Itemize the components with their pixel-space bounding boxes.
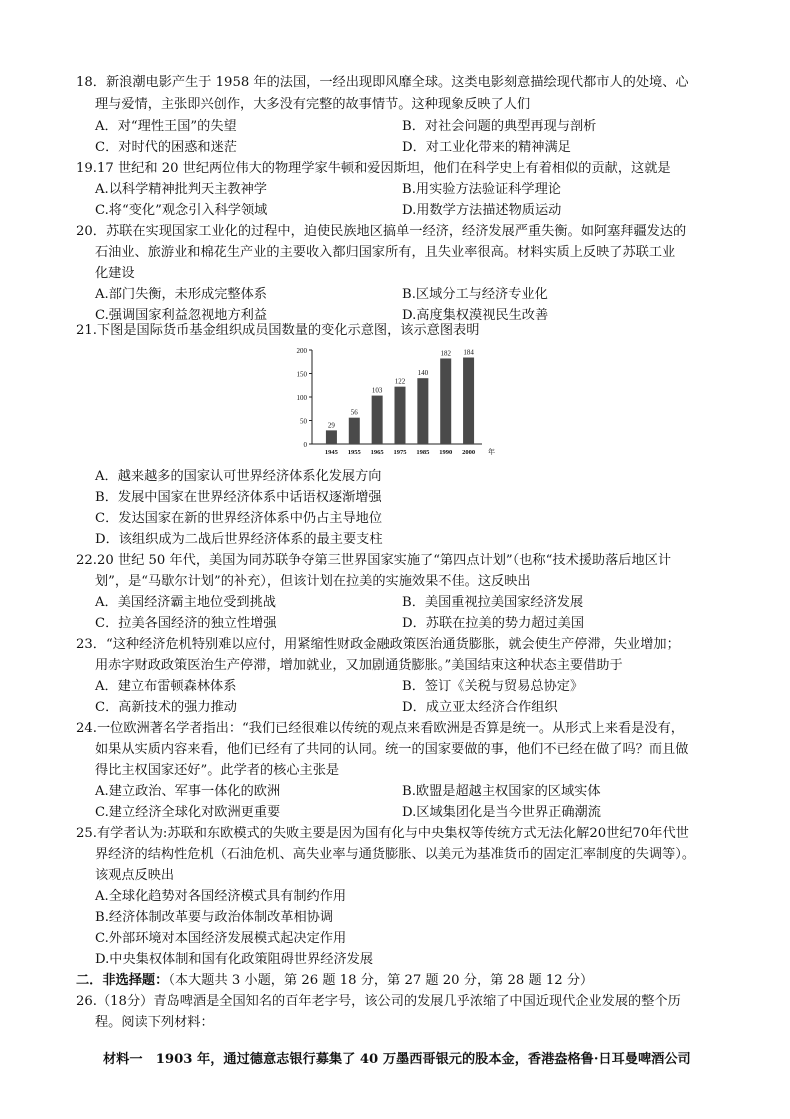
q21-stem-line-1: 21.下图是国际货币基金组织成员国数量的变化示意图，该示意图表明 — [76, 323, 480, 338]
imf-member-chart — [282, 340, 512, 464]
q20-stem-line-1: 20．苏联在实现国家工业化的过程中，迫使民族地区搞单一经济，经济发展严重失衡。如阿塞拜疆发达的 — [76, 224, 687, 239]
y-tick-label: 0 — [303, 441, 307, 449]
q24-stem-line-1: 24.一位欧洲著名学者指出：“我们已经很难以传统的观点来看欧洲是否算是统一。从形式上来看是没有， — [76, 721, 684, 736]
chart-bar — [372, 396, 383, 444]
q20-option-c: C.强调国家利益忽视地方利益 — [95, 308, 268, 323]
q21-option-d: D．该组织成为二战后世界经济体系的最主要支柱 — [95, 532, 383, 547]
q24-option-b: B.欧盟是超越主权国家的区域实体 — [402, 784, 601, 799]
chart-bar — [326, 430, 337, 444]
q18-option-d: D．对工业化带来的精神满足 — [402, 140, 571, 155]
x-tick-label: 2000 — [462, 449, 476, 456]
q24-stem-line-2: 如果从实质内容来看，他们已经有了共同的认同。统一的国家要做的事，他们不已经在做了吗？而且做 — [95, 742, 689, 757]
chart-bar — [395, 387, 406, 444]
q26-stem-line-2: 程。阅读下列材料： — [95, 1015, 214, 1030]
q22-stem-line-1: 22.20 世纪 50 年代，美国为同苏联争夺第三世界国家实施了“第四点计划”（也称“技术援助落后地区计 — [76, 553, 672, 568]
q22-option-b: B．美国重视拉美国家经济发展 — [402, 595, 584, 610]
x-tick-label: 1945 — [324, 449, 338, 456]
q25-option-c: C.外部环境对本国经济发展模式起决定作用 — [95, 931, 347, 946]
section-2-heading: 二．非选择题： — [76, 973, 169, 988]
q23-option-d: D．成立亚太经济合作组织 — [402, 700, 558, 715]
q20-stem-line-2: 石油业、旅游业和棉花生产业的主要收入都归国家所有，且失业率很高。材料实质上反映了苏联工业 — [95, 245, 676, 260]
q25-stem-line-2: 界经济的结构性危机（石油危机、高失业率与通货膨胀、以美元为基准货币的固定汇率制度的失调等）。 — [95, 847, 696, 862]
q22-option-a: A．美国经济霸主地位受到挑战 — [95, 595, 276, 610]
y-tick-label: 50 — [300, 417, 307, 426]
q18-stem-line-2: 理与爱情，主张即兴创作，大多没有完整的故事情节。这种现象反映了人们 — [95, 97, 531, 112]
chart-bar — [417, 378, 428, 444]
q23-option-c: C．高新技术的强力推动 — [95, 700, 237, 715]
x-tick-label: 1965 — [370, 449, 384, 456]
bar-value-label: 103 — [371, 386, 383, 395]
q20-option-d: D.高度集权漠视民生改善 — [402, 308, 549, 323]
chart-bar — [440, 358, 451, 444]
q22-option-c: C．拉美各国经济的独立性增强 — [95, 616, 277, 631]
q19-stem-line-1: 19.17 世纪和 20 世纪两位伟大的物理学家牛顿和爱因斯坦，他们在科学史上有着相似的贡献，这就是 — [76, 161, 671, 176]
q25-option-d: D.中央集权体制和国有化政策阻碍世界经济发展 — [95, 952, 374, 967]
q18-option-a: A．对“理性王国”的失望 — [95, 119, 237, 134]
x-tick-label: 1990 — [439, 449, 453, 456]
q25-option-a: A.全球化趋势对各国经济模式具有制约作用 — [95, 889, 347, 904]
q20-stem-line-3: 化建设 — [95, 266, 135, 281]
q20-option-a: A.部门失衡，未形成完整体系 — [95, 287, 267, 302]
q19-option-b: B.用实验方法验证科学理论 — [402, 182, 561, 197]
y-tick-label: 100 — [296, 394, 307, 402]
q24-option-c: C.建立经济全球化对欧洲更重要 — [95, 805, 281, 820]
x-unit-label: 年 — [488, 448, 495, 456]
q22-stem-line-2: 划”，是“马歇尔计划”的补充），但该计划在拉美的实施效果不佳。这反映出 — [95, 574, 531, 589]
q26-material-1: 材料一 1903 年，通过德意志银行募集了 40 万墨西哥银元的股本金，香港盎格鲁·日耳曼啤酒公司 — [103, 1052, 691, 1067]
q18-stem-line-1: 18．新浪潮电影产生于 1958 年的法国，一经出现即风靡全球。这类电影刻意描绘现代都市人的处境、心 — [76, 75, 689, 90]
bar-value-label: 140 — [417, 369, 429, 378]
q23-stem-line-2: 用赤字财政政策医治生产停滞，增加就业，又加剧通货膨胀。”美国结束这种状态主要借助于 — [95, 658, 623, 673]
q23-option-a: A．建立布雷顿森林体系 — [95, 679, 237, 694]
x-tick-label: 1975 — [393, 449, 407, 456]
imf-member-bar-chart — [282, 340, 512, 464]
y-tick-label: 200 — [296, 347, 307, 355]
bar-value-label: 182 — [440, 349, 451, 358]
bar-value-label: 122 — [394, 377, 406, 386]
q23-stem-line-1: 23．“这种经济危机特别难以应付，用紧缩性财政金融政策医治通货膨胀，就会使生产停滞，失业增加； — [76, 637, 680, 652]
q24-stem-line-3: 得比主权国家还好”。此学者的核心主张是 — [95, 763, 340, 778]
q19-option-d: D.用数学方法描述物质运动 — [402, 203, 562, 218]
q24-option-d: D.区域集团化是当今世界正确潮流 — [402, 805, 601, 820]
section-2-title — [76, 971, 593, 991]
y-tick-label: 150 — [296, 370, 307, 379]
q26-stem-line-1: 26.（18分）青岛啤酒是全国知名的百年老字号，该公司的发展几乎浓缩了中国近现代企业发展的整个历 — [76, 994, 681, 1009]
x-tick-label: 1955 — [347, 449, 361, 456]
q22-option-d: D．苏联在拉美的势力超过美国 — [402, 616, 585, 631]
q21-option-a: A．越来越多的国家认可世界经济体系化发展方向 — [95, 469, 382, 484]
q20-option-b: B.区域分工与经济专业化 — [402, 287, 548, 302]
q18-option-c: C．对时代的困惑和迷茫 — [95, 140, 237, 155]
q25-option-b: B.经济体制改革要与政治体制改革相协调 — [95, 910, 334, 925]
q21-option-c: C．发达国家在新的世界经济体系中仍占主导地位 — [95, 511, 383, 526]
chart-bar — [349, 418, 360, 444]
q19-option-a: A.以科学精神批判天主教神学 — [95, 182, 267, 197]
section-2-note: （本大题共 3 小题，第 26 题 18 分，第 27 题 20 分，第 28 题 12 分） — [168, 973, 594, 988]
q24-option-a: A.建立政治、军事一体化的欧洲 — [95, 784, 281, 799]
bar-value-label: 56 — [350, 408, 358, 417]
bar-value-label: 184 — [463, 348, 474, 357]
q18-option-b: B．对社会问题的典型再现与剖析 — [402, 119, 597, 134]
x-tick-label: 1985 — [416, 449, 430, 456]
chart-bar — [463, 358, 474, 444]
q19-option-c: C.将“变化”观念引入科学领域 — [95, 203, 268, 218]
q25-stem-line-1: 25.有学者认为:苏联和东欧模式的失败主要是因为国有化与中央集权等传统方式无法化解20世纪70年代世 — [76, 826, 689, 841]
q23-option-b: B．签订《关税与贸易总协定》 — [402, 679, 584, 694]
q25-stem-line-3: 该观点反映出 — [95, 868, 175, 883]
q21-option-b: B．发展中国家在世界经济体系中话语权逐渐增强 — [95, 490, 382, 505]
bar-value-label: 29 — [327, 421, 335, 430]
